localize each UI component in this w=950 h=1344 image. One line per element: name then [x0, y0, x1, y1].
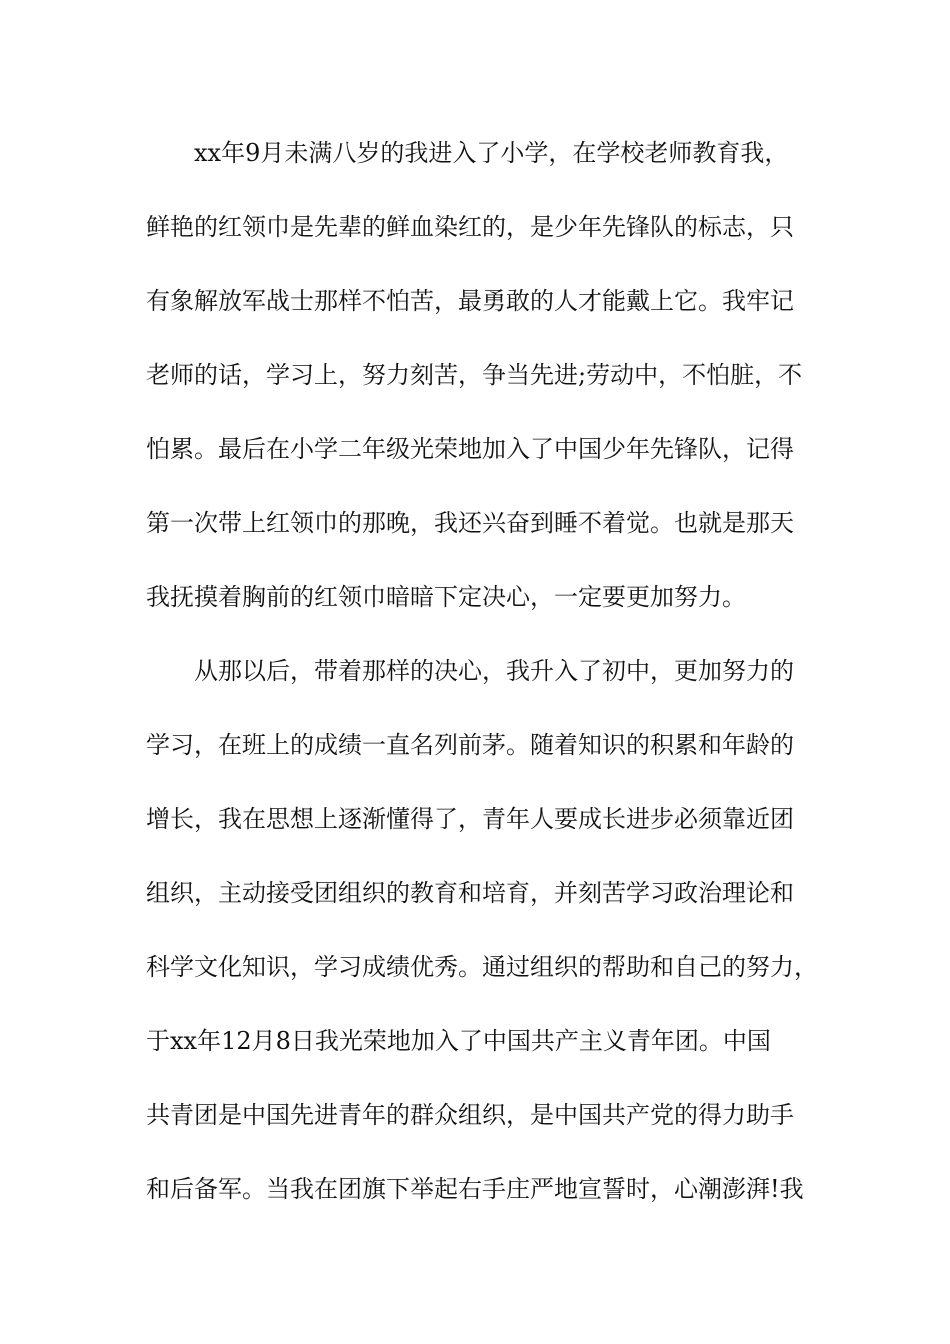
paragraph-2-line-4: 组织，主动接受团组织的教育和培育，并刻苦学习政治理论和 — [146, 879, 794, 907]
paragraph-1-line-1: xx年9月未满八岁的我进入了小学，在学校老师教育我， — [194, 139, 789, 167]
paragraph-1-line-3: 有象解放军战士那样不怕苦，最勇敢的人才能戴上它。我牢记 — [146, 287, 794, 315]
paragraph-2-line-2: 学习，在班上的成绩一直名列前茅。随着知识的积累和年龄的 — [146, 731, 794, 759]
paragraph-1-line-5: 怕累。最后在小学二年级光荣地加入了中国少年先锋队，记得 — [146, 435, 794, 463]
paragraph-2-line-6: 于xx年12月8日我光荣地加入了中国共产主义青年团。中国 — [146, 1027, 771, 1055]
document-body — [146, 116, 826, 1226]
paragraph-1-line-6: 第一次带上红领巾的那晚，我还兴奋到睡不着觉。也就是那天 — [146, 509, 794, 537]
paragraph-1-line-7: 我抚摸着胸前的红领巾暗暗下定决心，一定要更加努力。 — [146, 583, 746, 611]
paragraph-1-line-4: 老师的话，学习上，努力刻苦，争当先进;劳动中，不怕脏，不 — [146, 361, 803, 389]
paragraph-2-line-1: 从那以后，带着那样的决心，我升入了初中，更加努力的 — [194, 657, 794, 685]
paragraph-2-line-8: 和后备军。当我在团旗下举起右手庄严地宣誓时，心潮澎湃!我 — [146, 1175, 804, 1203]
paragraph-2-line-5: 科学文化知识，学习成绩优秀。通过组织的帮助和自己的努力， — [146, 953, 818, 981]
paragraph-1-line-2: 鲜艳的红领巾是先辈的鲜血染红的，是少年先锋队的标志，只 — [146, 213, 794, 241]
paragraph-2-line-7: 共青团是中国先进青年的群众组织，是中国共产党的得力助手 — [146, 1101, 794, 1129]
paragraph-2-line-3: 增长，我在思想上逐渐懂得了，青年人要成长进步必须靠近团 — [146, 805, 794, 833]
